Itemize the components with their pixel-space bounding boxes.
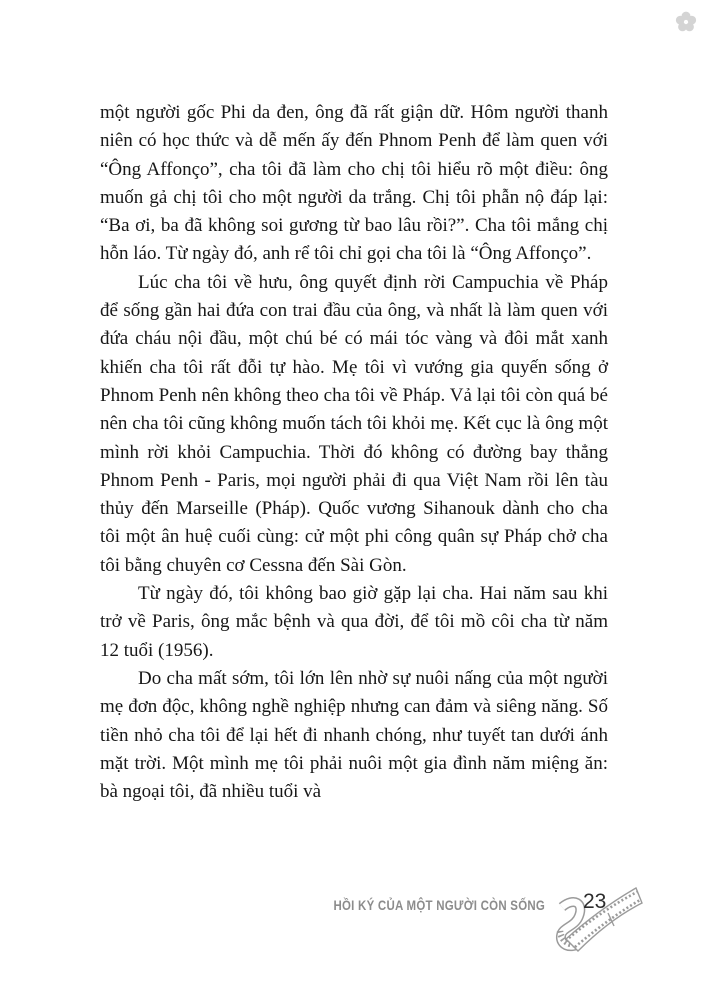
body-text (100, 99, 608, 806)
paragraph: Từ ngày đó, tôi không bao giờ gặp lại cha. Hai năm sau khi trở về Paris, ông mắc bệnh và qua đời, để tôi mồ côi cha từ năm 12 tuổi (1956). (100, 583, 608, 661)
running-title: HỒI KÝ CỦA MỘT NGƯỜI CÒN SỐNG (333, 897, 545, 913)
paragraph: một người gốc Phi da đen, ông đã rất giận dữ. Hôm người thanh niên có học thức và dễ mến ấy đến Phnom Penh để làm quen với “Ông Affonço”, cha tôi đã làm cho chị tôi hiểu rõ một điều: ông muốn gả chị tôi cho một người da trắng. Chị tôi phẫn nộ đáp lại: “Ba ơi, ba đã không soi gương từ bao lâu rồi?”. Cha tôi mắng chị hỗn láo. Từ ngày đó, anh rể tôi chỉ gọi cha tôi là “Ông Affonço”. (100, 102, 608, 265)
paragraph: Do cha mất sớm, tôi lớn lên nhờ sự nuôi nấng của một người mẹ đơn độc, không nghề nghiệp nhưng can đảm và siêng năng. Số tiền nhỏ cha tôi để lại hết đi nhanh chóng, như tuyết tan dưới ánh mặt trời. Một mình mẹ tôi phải nuôi một gia đình năm miệng ăn: bà ngoại tôi, đã nhiều tuổi và (100, 667, 608, 803)
flower-icon (674, 10, 698, 34)
paragraph: Lúc cha tôi về hưu, ông quyết định rời Campuchia về Pháp để sống gần hai đứa con trai đầu của ông, và nhất là làm quen với đứa cháu nội đầu, một chú bé có mái tóc vàng và đôi mắt xanh khiến cha tôi rất đỗi tự hào. Mẹ tôi vì vướng gia quyến sống ở Phnom Penh nên không theo cha tôi về Pháp. Vả lại tôi còn quá bé nên cha tôi cũng không muốn tách tôi khỏi mẹ. Kết cục là ông một mình rời khỏi Campuchia. Thời đó không có đường bay thẳng Phnom Penh - Paris, mọi người phải đi qua Việt Nam rồi lên tàu thủy đến Marseille (Pháp). Quốc vương Sihanouk dành cho cha tôi một ân huệ cuối cùng: cử một phi công quân sự Pháp chở cha tôi bằng chuyên cơ Cessna đến Sài Gòn. (100, 271, 608, 576)
page-number: 23 (583, 890, 607, 913)
film-strip-icon (552, 883, 644, 961)
